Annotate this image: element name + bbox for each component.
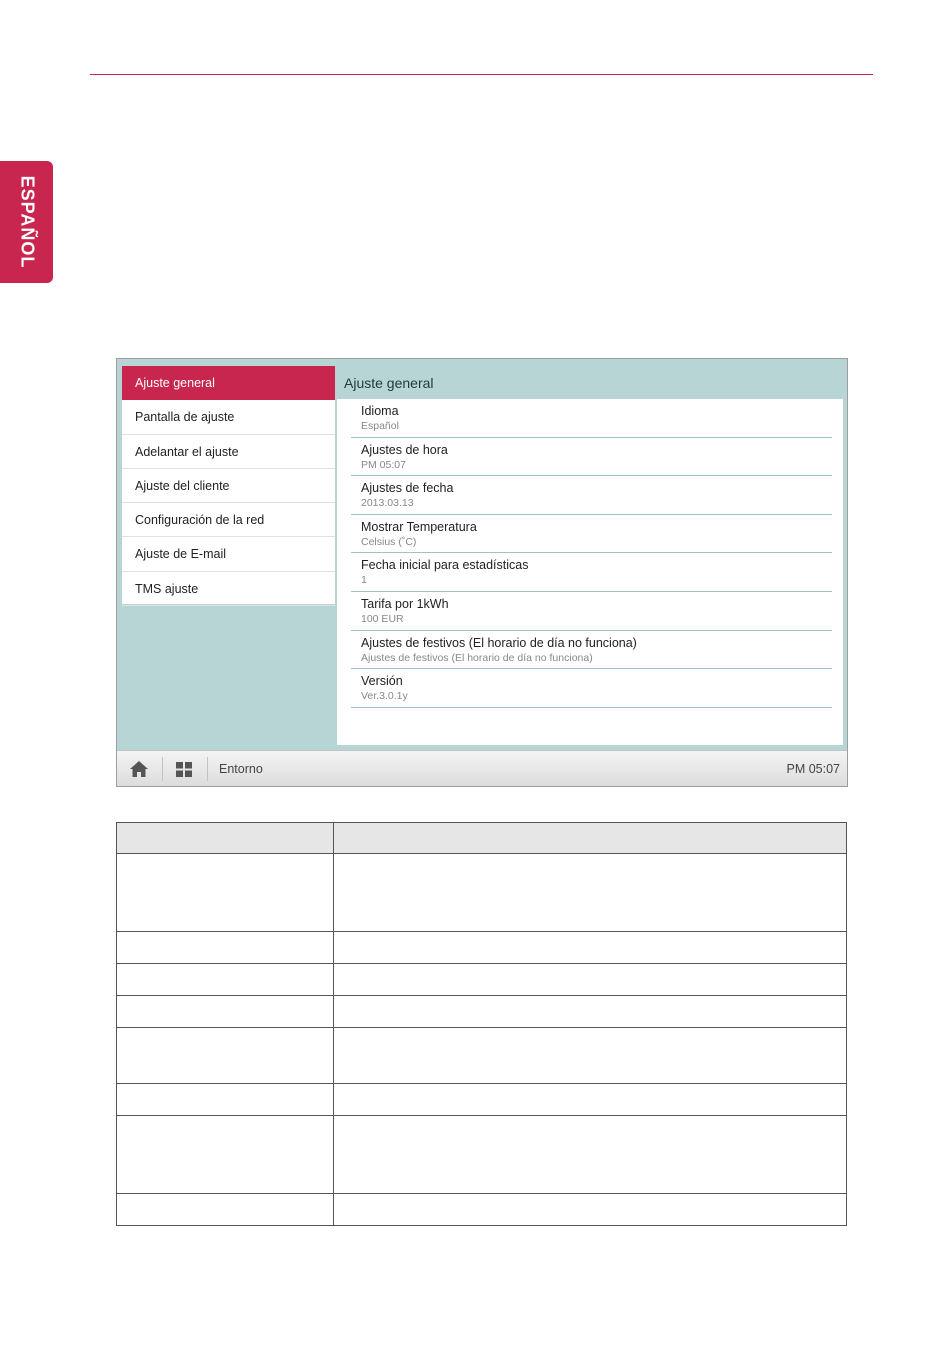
table-row: [117, 1028, 847, 1084]
table-header-row: [117, 823, 847, 854]
location-label: Entorno: [219, 762, 263, 776]
setting-idioma[interactable]: [351, 399, 832, 438]
setting-name: Fecha inicial para estadísticas: [361, 558, 529, 573]
setting-ajustes-de-festivos[interactable]: [351, 631, 832, 670]
setting-name: Idioma: [361, 404, 399, 418]
table-cell: [334, 1116, 847, 1194]
setting-ajustes-de-fecha[interactable]: [351, 476, 832, 515]
setting-value: 1: [361, 574, 367, 587]
sidebar-item-ajuste-del-cliente[interactable]: Ajuste del cliente: [122, 469, 335, 503]
sidebar-item-ajuste-general[interactable]: Ajuste general: [122, 366, 335, 400]
table-cell: [334, 964, 847, 996]
settings-screenshot: [116, 358, 848, 787]
table-row: [117, 996, 847, 1028]
language-tab-label: ESPAÑOL: [17, 175, 37, 269]
setting-tarifa[interactable]: [351, 592, 832, 631]
table-cell: [117, 1116, 334, 1194]
setting-value: Español: [361, 420, 399, 432]
grid-icon[interactable]: [176, 762, 192, 777]
setting-value: 100 EUR: [361, 612, 404, 625]
table-cell: [117, 1194, 334, 1226]
sidebar-item-configuracion-de-la-red[interactable]: Configuración de la red: [122, 503, 335, 537]
table-cell: [334, 1194, 847, 1226]
table-cell: [334, 1084, 847, 1116]
divider: [207, 757, 208, 781]
sidebar-menu: [122, 366, 335, 604]
top-rule: [90, 74, 873, 75]
setting-mostrar-temperatura[interactable]: [351, 515, 832, 554]
setting-name: Tarifa por 1kWh: [361, 596, 449, 611]
setting-name: Ajustes de hora: [361, 442, 448, 457]
description-table: [116, 822, 847, 1226]
table-cell: [117, 932, 334, 964]
table-cell: [334, 932, 847, 964]
table-row: [117, 1194, 847, 1226]
setting-version[interactable]: [351, 669, 832, 708]
table-row: [117, 1116, 847, 1194]
table-header-cell: [334, 823, 847, 854]
table-cell: [334, 854, 847, 932]
panel-title: Ajuste general: [337, 366, 843, 399]
table-cell: [117, 854, 334, 932]
setting-name: Mostrar Temperatura: [361, 519, 477, 534]
clock: PM 05:07: [786, 762, 840, 776]
table-cell: [117, 1028, 334, 1084]
setting-fecha-inicial[interactable]: [351, 553, 832, 592]
table-cell: [117, 996, 334, 1028]
language-tab: [0, 161, 53, 283]
setting-name: Ajustes de fecha: [361, 481, 454, 496]
divider: [162, 757, 163, 781]
sidebar-item-ajuste-de-email[interactable]: Ajuste de E-mail: [122, 537, 335, 571]
table-row: [117, 964, 847, 996]
table-row: [117, 854, 847, 932]
setting-value: Celsius (˚C): [361, 535, 417, 548]
table-row: [117, 932, 847, 964]
table-cell: [117, 964, 334, 996]
setting-value: PM 05:07: [361, 458, 406, 471]
setting-name: Ajustes de festivos (El horario de día no funciona): [361, 635, 637, 650]
setting-name: Versión: [361, 674, 403, 689]
setting-value: Ajustes de festivos (El horario de día no funciona): [361, 651, 593, 664]
sidebar-item-tms-ajuste[interactable]: TMS ajuste: [122, 572, 335, 606]
sidebar-item-pantalla-de-ajuste[interactable]: Pantalla de ajuste: [122, 400, 335, 434]
table-row: [117, 1084, 847, 1116]
table-cell: [334, 1028, 847, 1084]
sidebar-item-adelantar-el-ajuste[interactable]: Adelantar el ajuste: [122, 435, 335, 469]
setting-ajustes-de-hora[interactable]: [351, 438, 832, 477]
bottom-bar: [117, 750, 847, 786]
setting-value: 2013.03.13: [361, 497, 414, 510]
home-icon[interactable]: [129, 760, 149, 778]
setting-value: Ver.3.0.1y: [361, 690, 408, 703]
table-cell: [334, 996, 847, 1028]
table-header-cell: [117, 823, 334, 854]
settings-panel: [337, 366, 843, 745]
table-cell: [117, 1084, 334, 1116]
